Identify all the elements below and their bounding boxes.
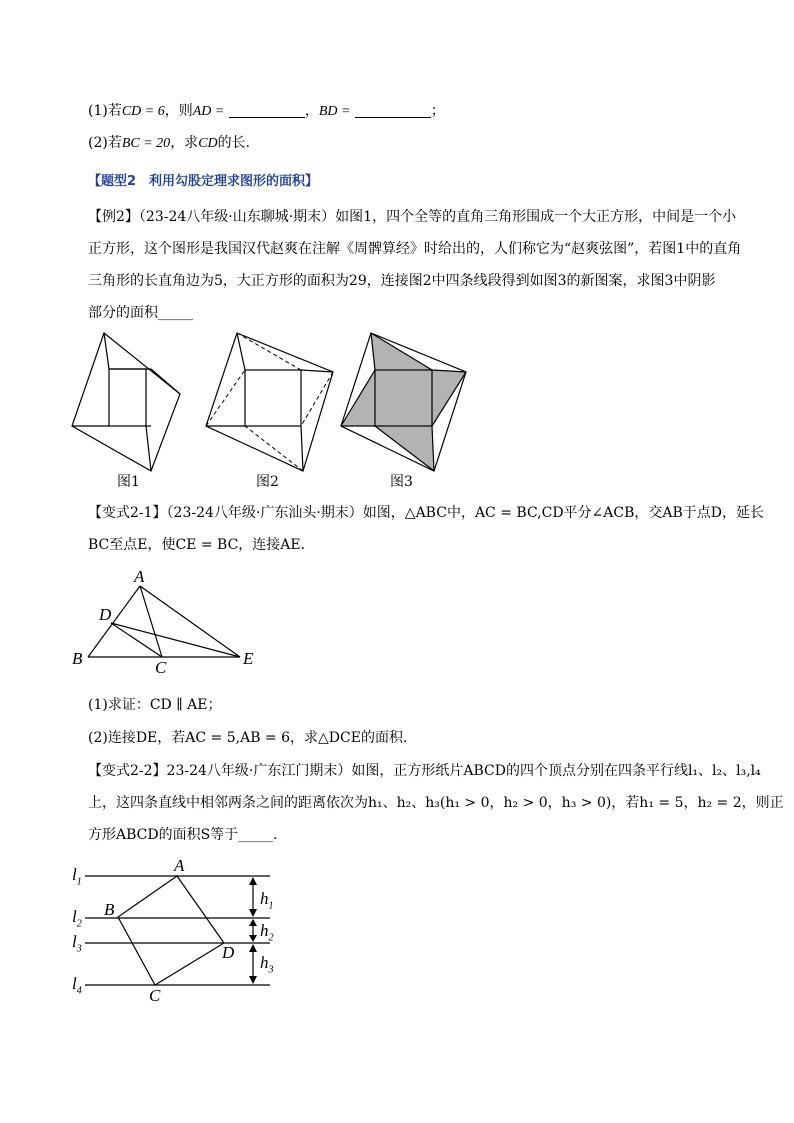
variant22-line2: 上，这四条直线中相邻两条之间的距离依次为h₁、h₂、h₃(h₁ > 0，h₂ > 0，h₃ > 0)，若h₁ = 5，h₂ = 2，则正: [88, 795, 784, 811]
figure-2-caption: 图2: [256, 474, 279, 490]
q1-part1-cd: CD = 6: [121, 104, 165, 119]
square-vertex-c-label: C: [149, 986, 161, 1005]
square-vertex-d-label: D: [222, 943, 235, 962]
q1-part2-cd: CD: [198, 136, 218, 151]
variant21-line2: BC至点E，使CE = BC，连接AE．: [88, 537, 315, 553]
q1-part1-ad: AD =: [192, 104, 225, 119]
point-d-label: D: [99, 605, 112, 624]
q1-part1-bd: BD =: [318, 104, 351, 119]
example2-line3: 三角形的长直角边为5，大正方形的面积为29，连接图2中四条线段得到如图3的新图案，求图3中阴影: [88, 273, 716, 289]
distance-h1-label: $h_1$: [260, 889, 274, 912]
q1-part2-bc: BC = 20: [121, 136, 171, 151]
q1-part1-then: ，则: [164, 103, 193, 119]
point-a-label: A: [134, 567, 145, 586]
line-l3-label: $l_3$: [72, 932, 82, 955]
q1-part2-prefix: (2)若: [88, 135, 122, 151]
point-e-label: E: [243, 649, 254, 668]
square-vertex-b-label: B: [104, 900, 115, 919]
distance-h2-label: $h_2$: [260, 921, 274, 944]
variant22-line3: 方形ABCD的面积S等于_____．: [88, 827, 288, 843]
square-vertex-a-label: A: [174, 856, 185, 875]
distance-h3-label: $h_3$: [260, 953, 274, 976]
q1-part2-end: 的长．: [217, 135, 260, 151]
line-l2-label: $l_2$: [72, 907, 82, 930]
example2-line1: 【例2】（23-24八年级·山东聊城·期末）如图1，四个全等的直角三角形围成一个大正方形，中间是一个小: [88, 209, 737, 225]
q1-part1-prefix: (1)若: [88, 103, 122, 119]
example2-line4: 部分的面积_____: [88, 305, 193, 321]
variant21-q2: (2)连接DE，若AC = 5,AB = 6，求△DCE的面积．: [88, 730, 417, 746]
line-l4-label: $l_4$: [72, 974, 82, 997]
variant21-line1: 【变式2-1】（23-24八年级·广东汕头·期末）如图，△ABC中，AC = BC,CD平分∠ACB，交AB于点D，延长: [88, 505, 765, 521]
q1-part1-comma: ，: [304, 103, 319, 119]
section-heading: 【题型2 利用勾股定理求图形的面积】: [88, 174, 319, 189]
line-l1-label: $l_1$: [72, 865, 82, 888]
figure-1-caption: 图1: [117, 474, 140, 490]
figure-3-caption: 图3: [390, 474, 413, 490]
variant22-line1: 【变式2-2】23-24八年级·广东江门期末）如图，正方形纸片ABCD的四个顶点分别在四条平行线l₁、l₂、l₃,l₄: [88, 763, 761, 779]
q1-part2-ask: ，求: [170, 135, 199, 151]
point-c-label: C: [155, 658, 167, 677]
example2-line2: 正方形，这个图形是我国汉代赵爽在注解《周髀算经》时给出的，人们称它为“赵爽弦图”，若图1中的直角: [88, 241, 742, 257]
q1-part1-end: ；: [430, 103, 445, 119]
point-b-label: B: [72, 649, 83, 668]
variant21-q1: (1)求证：CD ∥ AE；: [88, 697, 222, 713]
